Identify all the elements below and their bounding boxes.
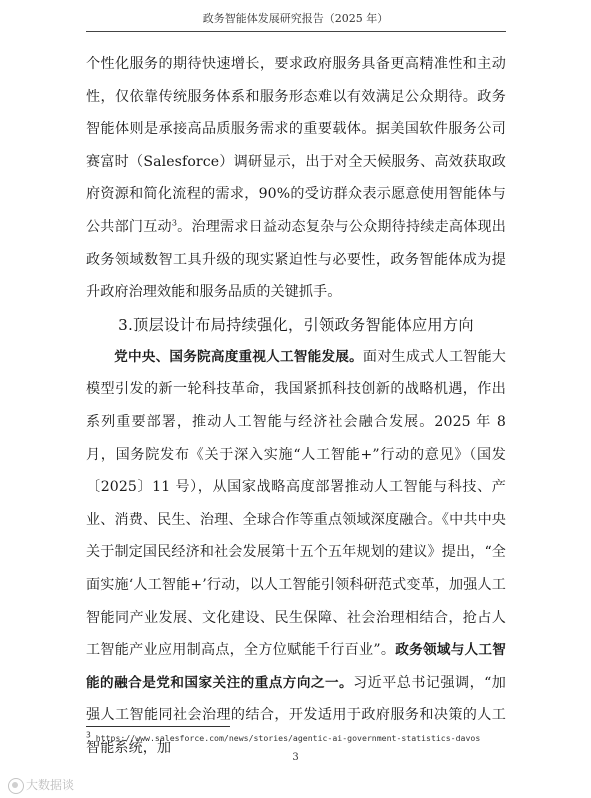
footnote-ref[interactable]: 3	[171, 218, 178, 228]
body-text	[86, 48, 506, 764]
section-heading: 3.顶层设计布局持续强化，引领政务智能体应用方向	[118, 315, 474, 334]
paragraph-2-emphasis: 政务领域与人工智能的融合是党和国家关注的重点方向之一。	[86, 642, 506, 691]
paragraph-1-text: 个性化服务的期待快速增长，要求政府服务具备更高精准性和主动性，仅依靠传统服务体系和服务形态难以有效满足公众期待。政务智能体则是承接高品质服务需求的重要载体。据美国软件服务公司赛富时（Salesforce）调研显示，出于对全天候服务、高效获取政府资源和简化流程的需求，90%的受访群众表示愿意使用智能体与公共部门互动	[86, 56, 506, 235]
footnote-marker: 3	[86, 730, 91, 740]
header-rule	[86, 31, 506, 32]
paragraph-2	[86, 341, 506, 765]
page-number: 3	[292, 752, 299, 763]
footnote	[86, 730, 516, 743]
running-header: 政务智能体发展研究报告（2025 年）	[202, 12, 389, 25]
footnote-rule	[86, 726, 230, 727]
paragraph-2-lead: 党中央、国务院高度重视人工智能发展。	[114, 348, 363, 365]
paragraph-2-text: 面对生成式人工智能大模型引发的新一轮科技革命，我国紧抓科技创新的战略机遇，作出系列重要部署，推动人工智能与经济社会融合发展。2025 年 8 月，国务院发布《关于深入实施“人工智能+”行动的意见》（国发〔2025〕11 号），从国家战略高度部署推动人工智能与科技、产业、消费、民生、治理、全球合作等重点领域深度融合。《中共中央关于制定国民经济和社会发展第十五个五年规划的建议》提出，“全面实施‘人工智能+’行动，以人工智能引领科研范式变革，加强人工智能同产业发展、文化建设、民生保障、社会治理相结合，抢占人工智能产业应用制高点，全方位赋能千行百业”。	[86, 348, 506, 659]
paragraph-1-end: 。治理需求日益动态复杂与公众期待持续走高体现出政务领域数智工具升级的现实紧迫性与必要性，政务智能体成为提升政府治理效能和服务品质的关键抓手。	[86, 218, 506, 301]
watermark-logo-icon	[8, 778, 24, 794]
watermark	[8, 776, 74, 794]
watermark-text: 大数据谈	[26, 778, 75, 792]
paragraph-1	[86, 48, 506, 309]
footnote-url[interactable]: https://www.salesforce.com/news/stories/agentic-ai-government-statistics-davos	[90, 733, 481, 743]
paragraph-2-end: 习近平总书记强调，“加强人工智能同社会治理的结合，开发适用于政府服务和决策的人工智能系统，加	[86, 674, 506, 756]
